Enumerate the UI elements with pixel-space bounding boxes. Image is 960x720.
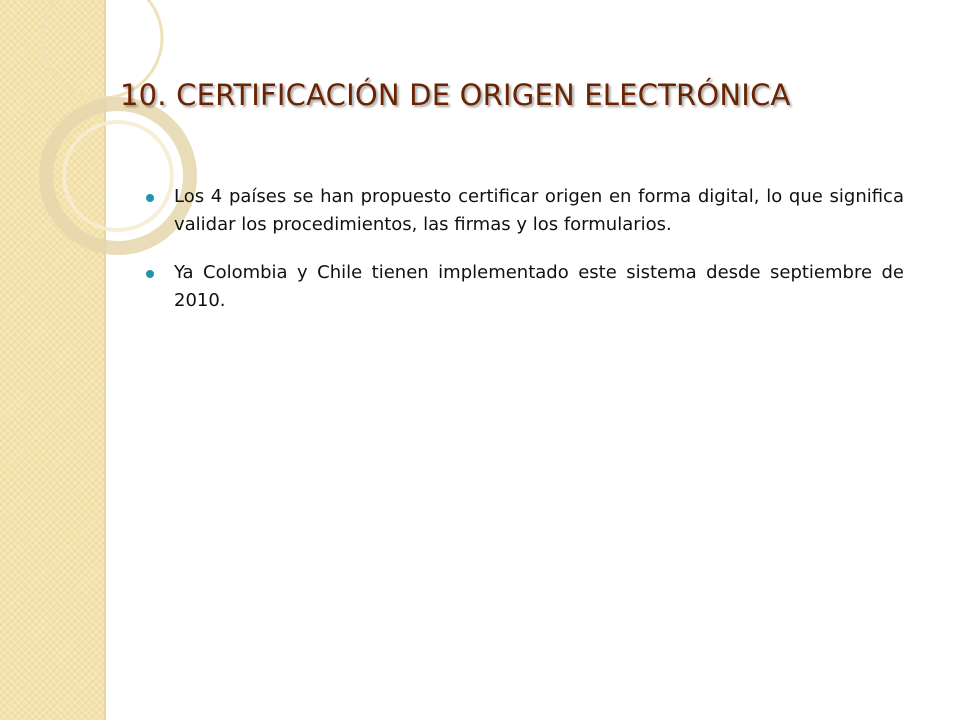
bullet-item: [146, 259, 904, 315]
bullet-list: [146, 183, 904, 335]
bullet-item: [146, 183, 904, 239]
bullet-icon: [146, 194, 154, 202]
bullet-icon: [146, 270, 154, 278]
slide-title: 10. CERTIFICACIÓN DE ORIGEN ELECTRÓNICA: [120, 78, 791, 112]
bullet-text: Ya Colombia y Chile tienen implementado este sistema desde septiembre de 2010.: [174, 262, 904, 311]
bullet-text: Los 4 países se han propuesto certificar origen en forma digital, lo que significa validar los procedimientos, las firmas y los formularios.: [174, 186, 904, 235]
